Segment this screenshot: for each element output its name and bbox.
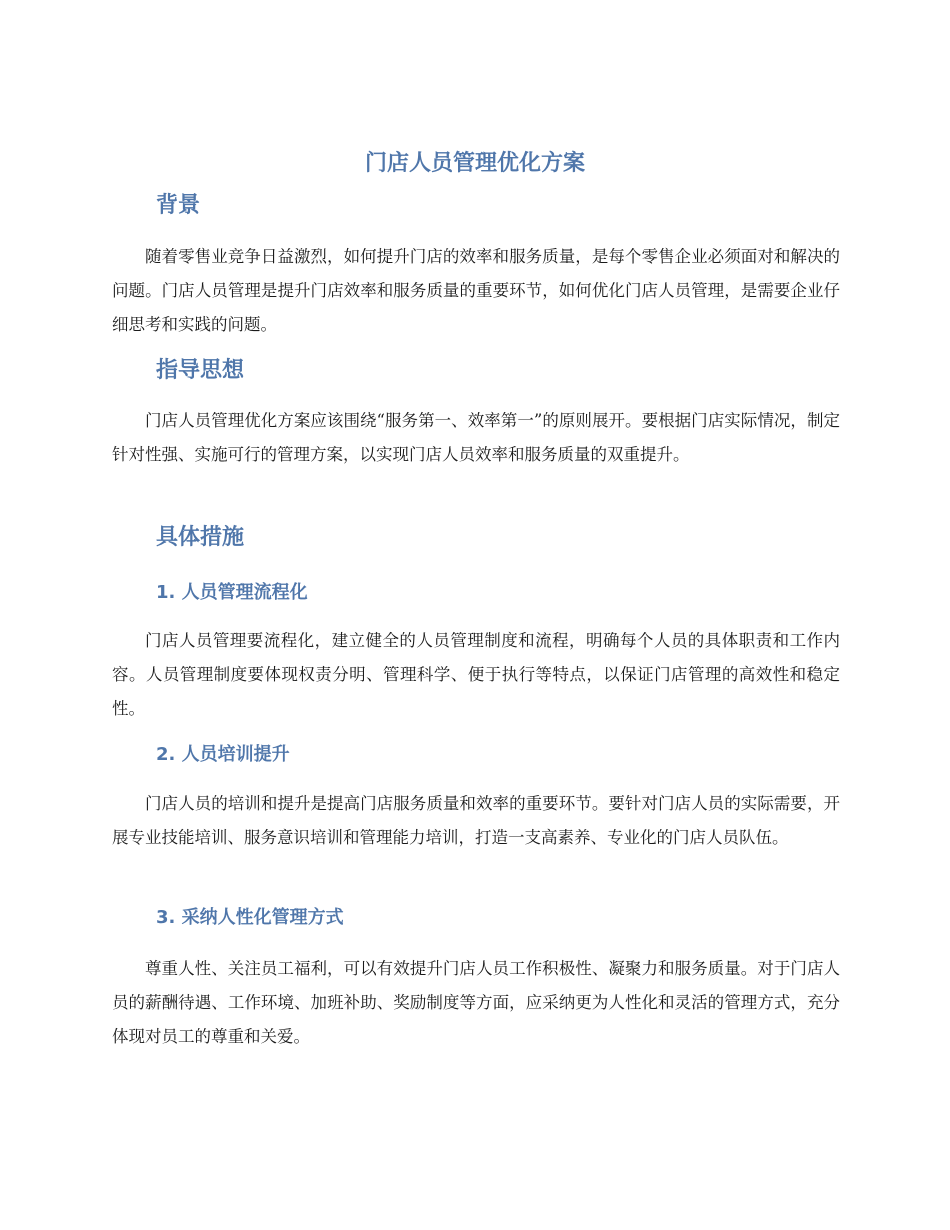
section-heading-background: 背景: [156, 193, 201, 218]
subsection-heading-process: 1. 人员管理流程化: [156, 582, 308, 603]
section-heading-measures: 具体措施: [156, 525, 245, 550]
subsection-heading-training: 2. 人员培训提升: [156, 744, 290, 765]
subsection-paragraph-training: 门店人员的培训和提升是提高门店服务质量和效率的重要环节。要针对门店人员的实际需要，开展专业技能培训、服务意识培训和管理能力培训，打造一支高素养、专业化的门店人员队伍。: [112, 794, 840, 847]
subsection-heading-humanized: 3. 采纳人性化管理方式: [156, 907, 344, 928]
section-paragraph-background: 随着零售业竞争日益激烈，如何提升门店的效率和服务质量，是每个零售企业必须面对和解决的问题。门店人员管理是提升门店效率和服务质量的重要环节，如何优化门店人员管理，是需要企业仔细思考和实践的问题。: [112, 247, 840, 334]
document-title: 门店人员管理优化方案: [364, 151, 585, 176]
section-paragraph-guiding-principle: 门店人员管理优化方案应该围绕“服务第一、效率第一”的原则展开。要根据门店实际情况，制定针对性强、实施可行的管理方案，以实现门店人员效率和服务质量的双重提升。: [112, 411, 840, 464]
section-heading-guiding-principle: 指导思想: [156, 358, 245, 383]
subsection-paragraph-process: 门店人员管理要流程化，建立健全的人员管理制度和流程，明确每个人员的具体职责和工作内容。人员管理制度要体现权责分明、管理科学、便于执行等特点，以保证门店管理的高效性和稳定性。: [112, 631, 840, 718]
subsection-paragraph-humanized: 尊重人性、关注员工福利，可以有效提升门店人员工作积极性、凝聚力和服务质量。对于门店人员的薪酬待遇、工作环境、加班补助、奖励制度等方面，应采纳更为人性化和灵活的管理方式，充分体现对员工的尊重和关爱。: [112, 959, 840, 1046]
